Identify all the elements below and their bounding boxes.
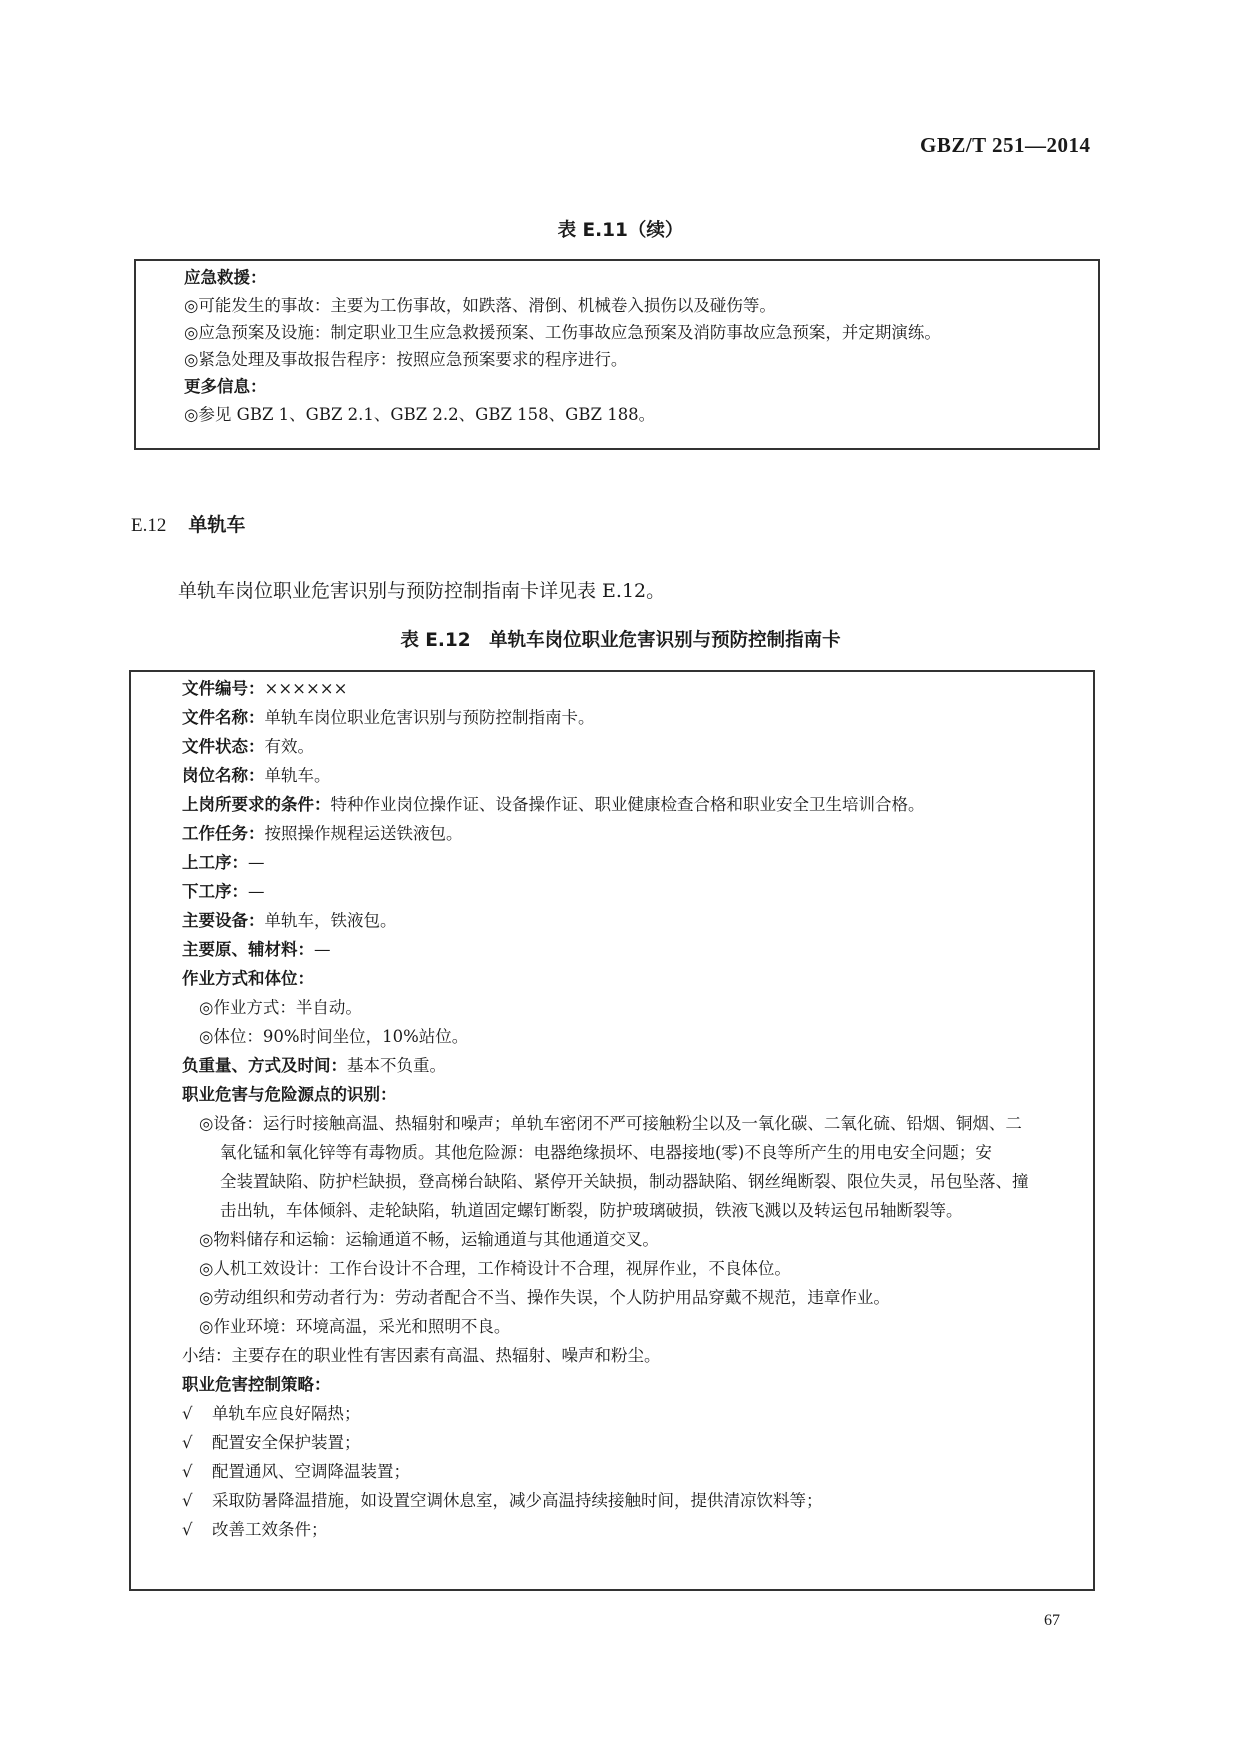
table-row: ◎可能发生的事故：主要为工伤事故，如跌落、滑倒、机械卷入损伤以及碰伤等。 [184,296,776,315]
table-row: 更多信息： [184,377,267,396]
table-row: 下工序：— [182,882,265,901]
table-row: 文件编号：×××××× [182,679,348,698]
table-row: 职业危害控制策略： [182,1375,331,1394]
table-row: ◎紧急处理及事故报告程序：按照应急预案要求的程序进行。 [184,350,628,369]
table-e11-box [134,259,1100,450]
table-row: √ 改善工效条件； [182,1520,328,1539]
table-row: ◎作业方式：半自动。 [199,998,362,1017]
table-row: 主要设备：单轨车，铁液包。 [182,911,397,930]
table-row: 工作任务：按照操作规程运送铁液包。 [182,824,463,843]
table-row: √ 单轨车应良好隔热； [182,1404,361,1423]
table-row: 职业危害与危险源点的识别： [182,1085,397,1104]
table-row: 小结：主要存在的职业性有害因素有高温、热辐射、噪声和粉尘。 [182,1346,661,1365]
checkmark-icon: √ [182,1462,193,1481]
table-row: ◎物料储存和运输：运输通道不畅，运输通道与其他通道交叉。 [199,1230,659,1249]
table-row: √ 配置通风、空调降温装置； [182,1462,410,1481]
table-e12-caption: 表 E.12 单轨车岗位职业危害识别与预防控制指南卡 [400,630,841,651]
table-e12-box [129,670,1095,1591]
table-row: 上工序：— [182,853,265,872]
table-row: √ 采取防暑降温措施，如设置空调休息室，减少高温持续接触时间，提供清凉饮料等； [182,1491,823,1510]
checkmark-icon: √ [182,1404,193,1423]
intro-paragraph: 单轨车岗位职业危害识别与预防控制指南卡详见表 E.12。 [178,580,666,602]
table-row: 上岗所要求的条件：特种作业岗位操作证、设备操作证、职业健康检查合格和职业安全卫生培训合格。 [182,795,925,814]
table-row: ◎设备：运行时接触高温、热辐射和噪声；单轨车密闭不严可接触粉尘以及一氧化碳、二氧化硫、铅烟、铜烟、二 [199,1114,1022,1133]
table-row: 岗位名称：单轨车。 [182,766,331,785]
table-row: √ 配置安全保护装置； [182,1433,361,1452]
table-row: ◎人机工效设计：工作台设计不合理，工作椅设计不合理，视屏作业，不良体位。 [199,1259,791,1278]
table-row: 应急救援： [184,268,267,287]
table-row: 主要原、辅材料：— [182,940,331,959]
standard-code: GBZ/T 251—2014 [920,133,1091,157]
table-row: 氧化锰和氧化锌等有毒物质。其他危险源：电器绝缘损坏、电器接地(零)不良等所产生的用电安全问题；安 [220,1143,992,1162]
section-heading: E.12 单轨车 [131,514,246,536]
table-row: 文件状态：有效。 [182,737,314,756]
table-row: ◎作业环境：环境高温，采光和照明不良。 [199,1317,511,1336]
table-row: 负重量、方式及时间：基本不负重。 [182,1056,446,1075]
table-row: 文件名称：单轨车岗位职业危害识别与预防控制指南卡。 [182,708,595,727]
page-number: 67 [1044,1612,1060,1629]
table-row: 击出轨，车体倾斜、走轮缺陷，轨道固定螺钉断裂，防护玻璃破损，铁液飞溅以及转运包吊轴断裂等。 [220,1201,963,1220]
checkmark-icon: √ [182,1491,193,1510]
table-row: ◎参见 GBZ 1、GBZ 2.1、GBZ 2.2、GBZ 158、GBZ 188。 [184,405,656,424]
table-e11-caption: 表 E.11（续） [557,220,684,241]
table-row: ◎体位：90%时间坐位，10%站位。 [199,1027,469,1046]
table-row: ◎应急预案及设施：制定职业卫生应急救援预案、工伤事故应急预案及消防事故应急预案，并定期演练。 [184,323,941,342]
table-row: ◎劳动组织和劳动者行为：劳动者配合不当、操作失误，个人防护用品穿戴不规范，违章作业。 [199,1288,890,1307]
table-row: 作业方式和体位： [182,969,314,988]
checkmark-icon: √ [182,1433,193,1452]
table-row: 全装置缺陷、防护栏缺损，登高梯台缺陷、紧停开关缺损，制动器缺陷、钢丝绳断裂、限位失灵，吊包坠落、撞 [220,1172,1029,1191]
checkmark-icon: √ [182,1520,193,1539]
